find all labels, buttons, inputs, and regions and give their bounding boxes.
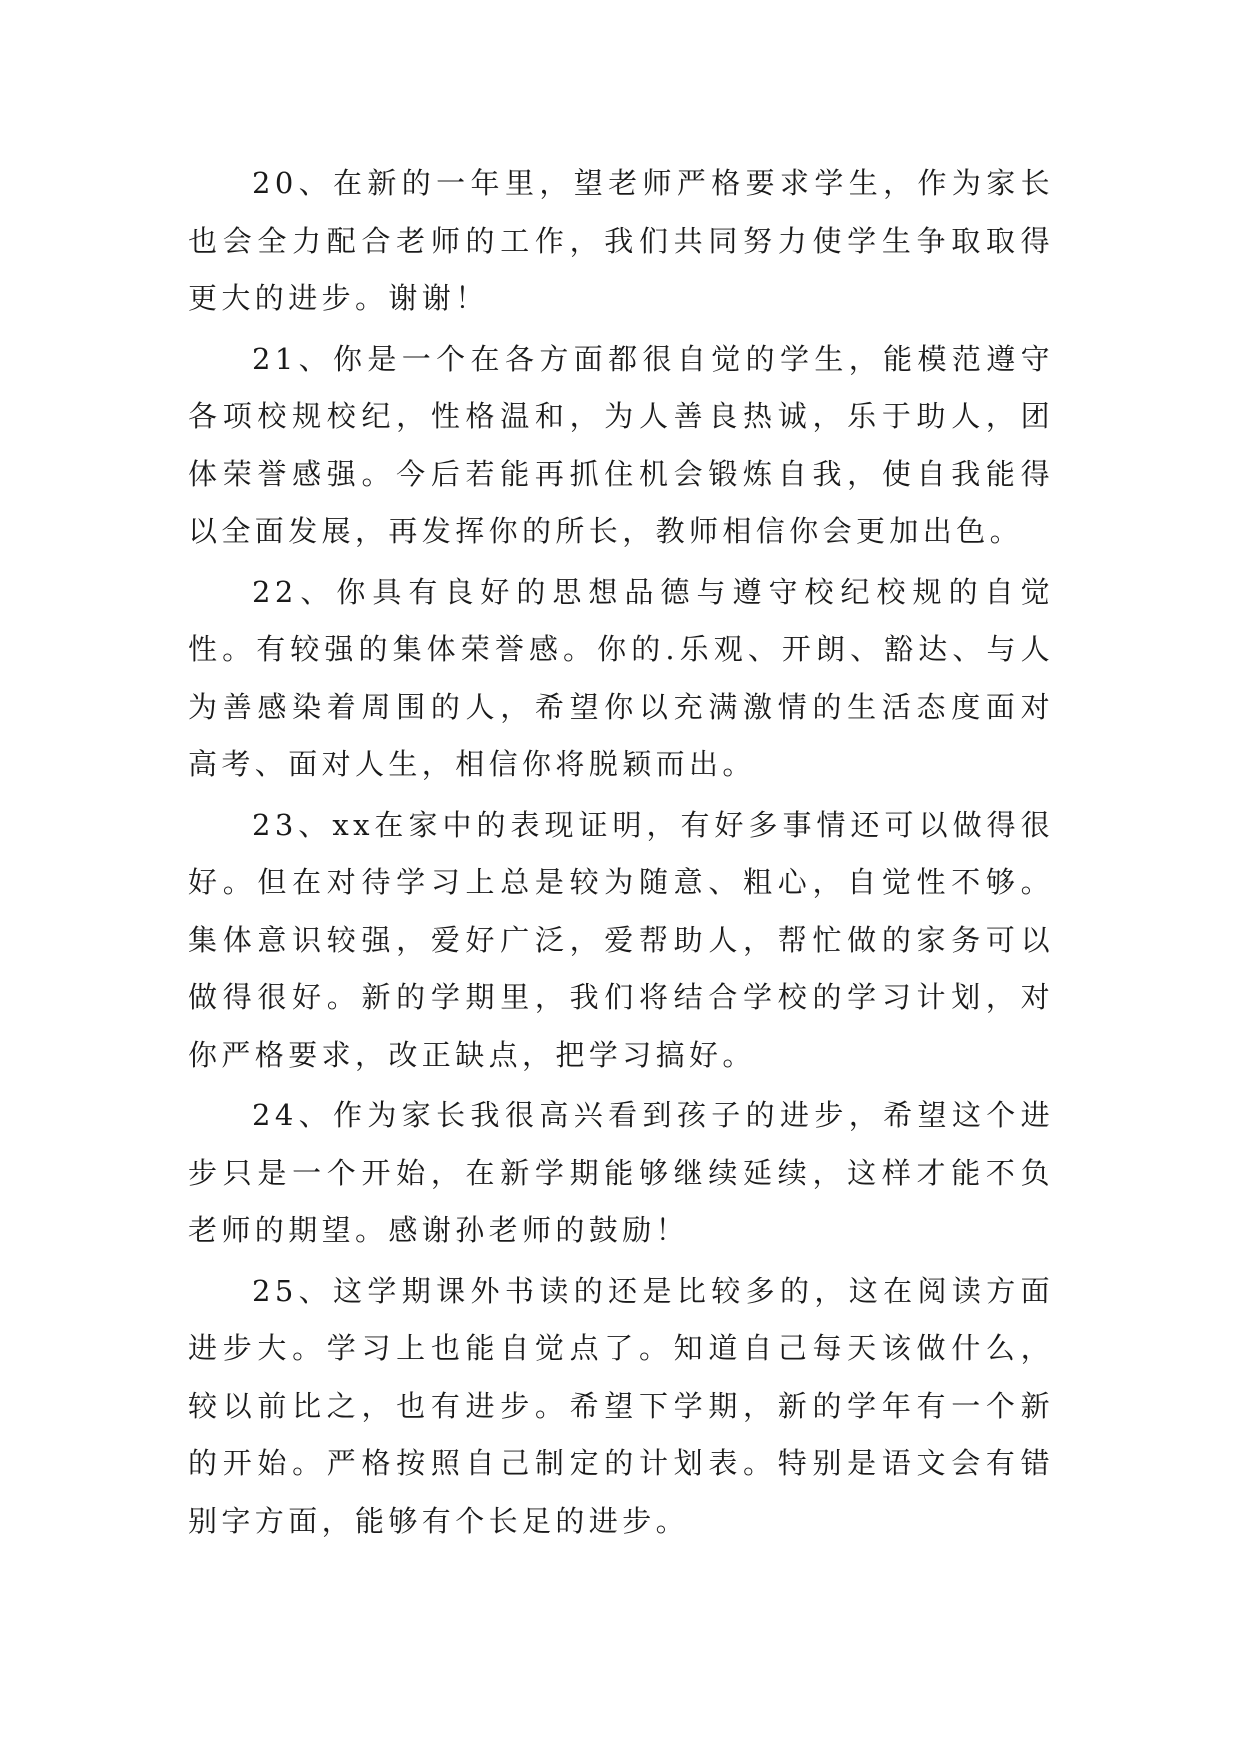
paragraph-22: 22、你具有良好的思想品德与遵守校纪校规的自觉性。有较强的集体荣誉感。你的.乐观、开朗、豁达、与人为善感染着周围的人，希望你以充满激情的生活态度面对高考、面对人生，相信你将脱颖而出。 — [188, 574, 1054, 781]
paragraph-23: 23、xx在家中的表现证明，有好多事情还可以做得很好。但在对待学习上总是较为随意、粗心，自觉性不够。集体意识较强，爱好广泛，爱帮助人，帮忙做的家务可以做得很好。新的学期里，我们将结合学校的学习计划，对你严格要求，改正缺点，把学习搞好。 — [188, 807, 1054, 1072]
paragraph-21: 21、你是一个在各方面都很自觉的学生，能模范遵守各项校规校纪，性格温和，为人善良热诚，乐于助人，团体荣誉感强。今后若能再抓住机会锻炼自我，使自我能得以全面发展，再发挥你的所长，教师相信你会更加出色。 — [188, 341, 1054, 548]
document-body — [188, 155, 1054, 1553]
paragraph-25: 25、这学期课外书读的还是比较多的，这在阅读方面进步大。学习上也能自觉点了。知道自己每天该做什么，较以前比之，也有进步。希望下学期，新的学年有一个新的开始。严格按照自己制定的计划表。特别是语文会有错别字方面，能够有个长足的进步。 — [188, 1273, 1054, 1538]
paragraph-24: 24、作为家长我很高兴看到孩子的进步，希望这个进步只是一个开始，在新学期能够继续延续，这样才能不负老师的期望。感谢孙老师的鼓励！ — [188, 1098, 1054, 1247]
paragraph-20: 20、在新的一年里，望老师严格要求学生，作为家长也会全力配合老师的工作，我们共同努力使学生争取取得更大的进步。谢谢！ — [188, 166, 1054, 315]
